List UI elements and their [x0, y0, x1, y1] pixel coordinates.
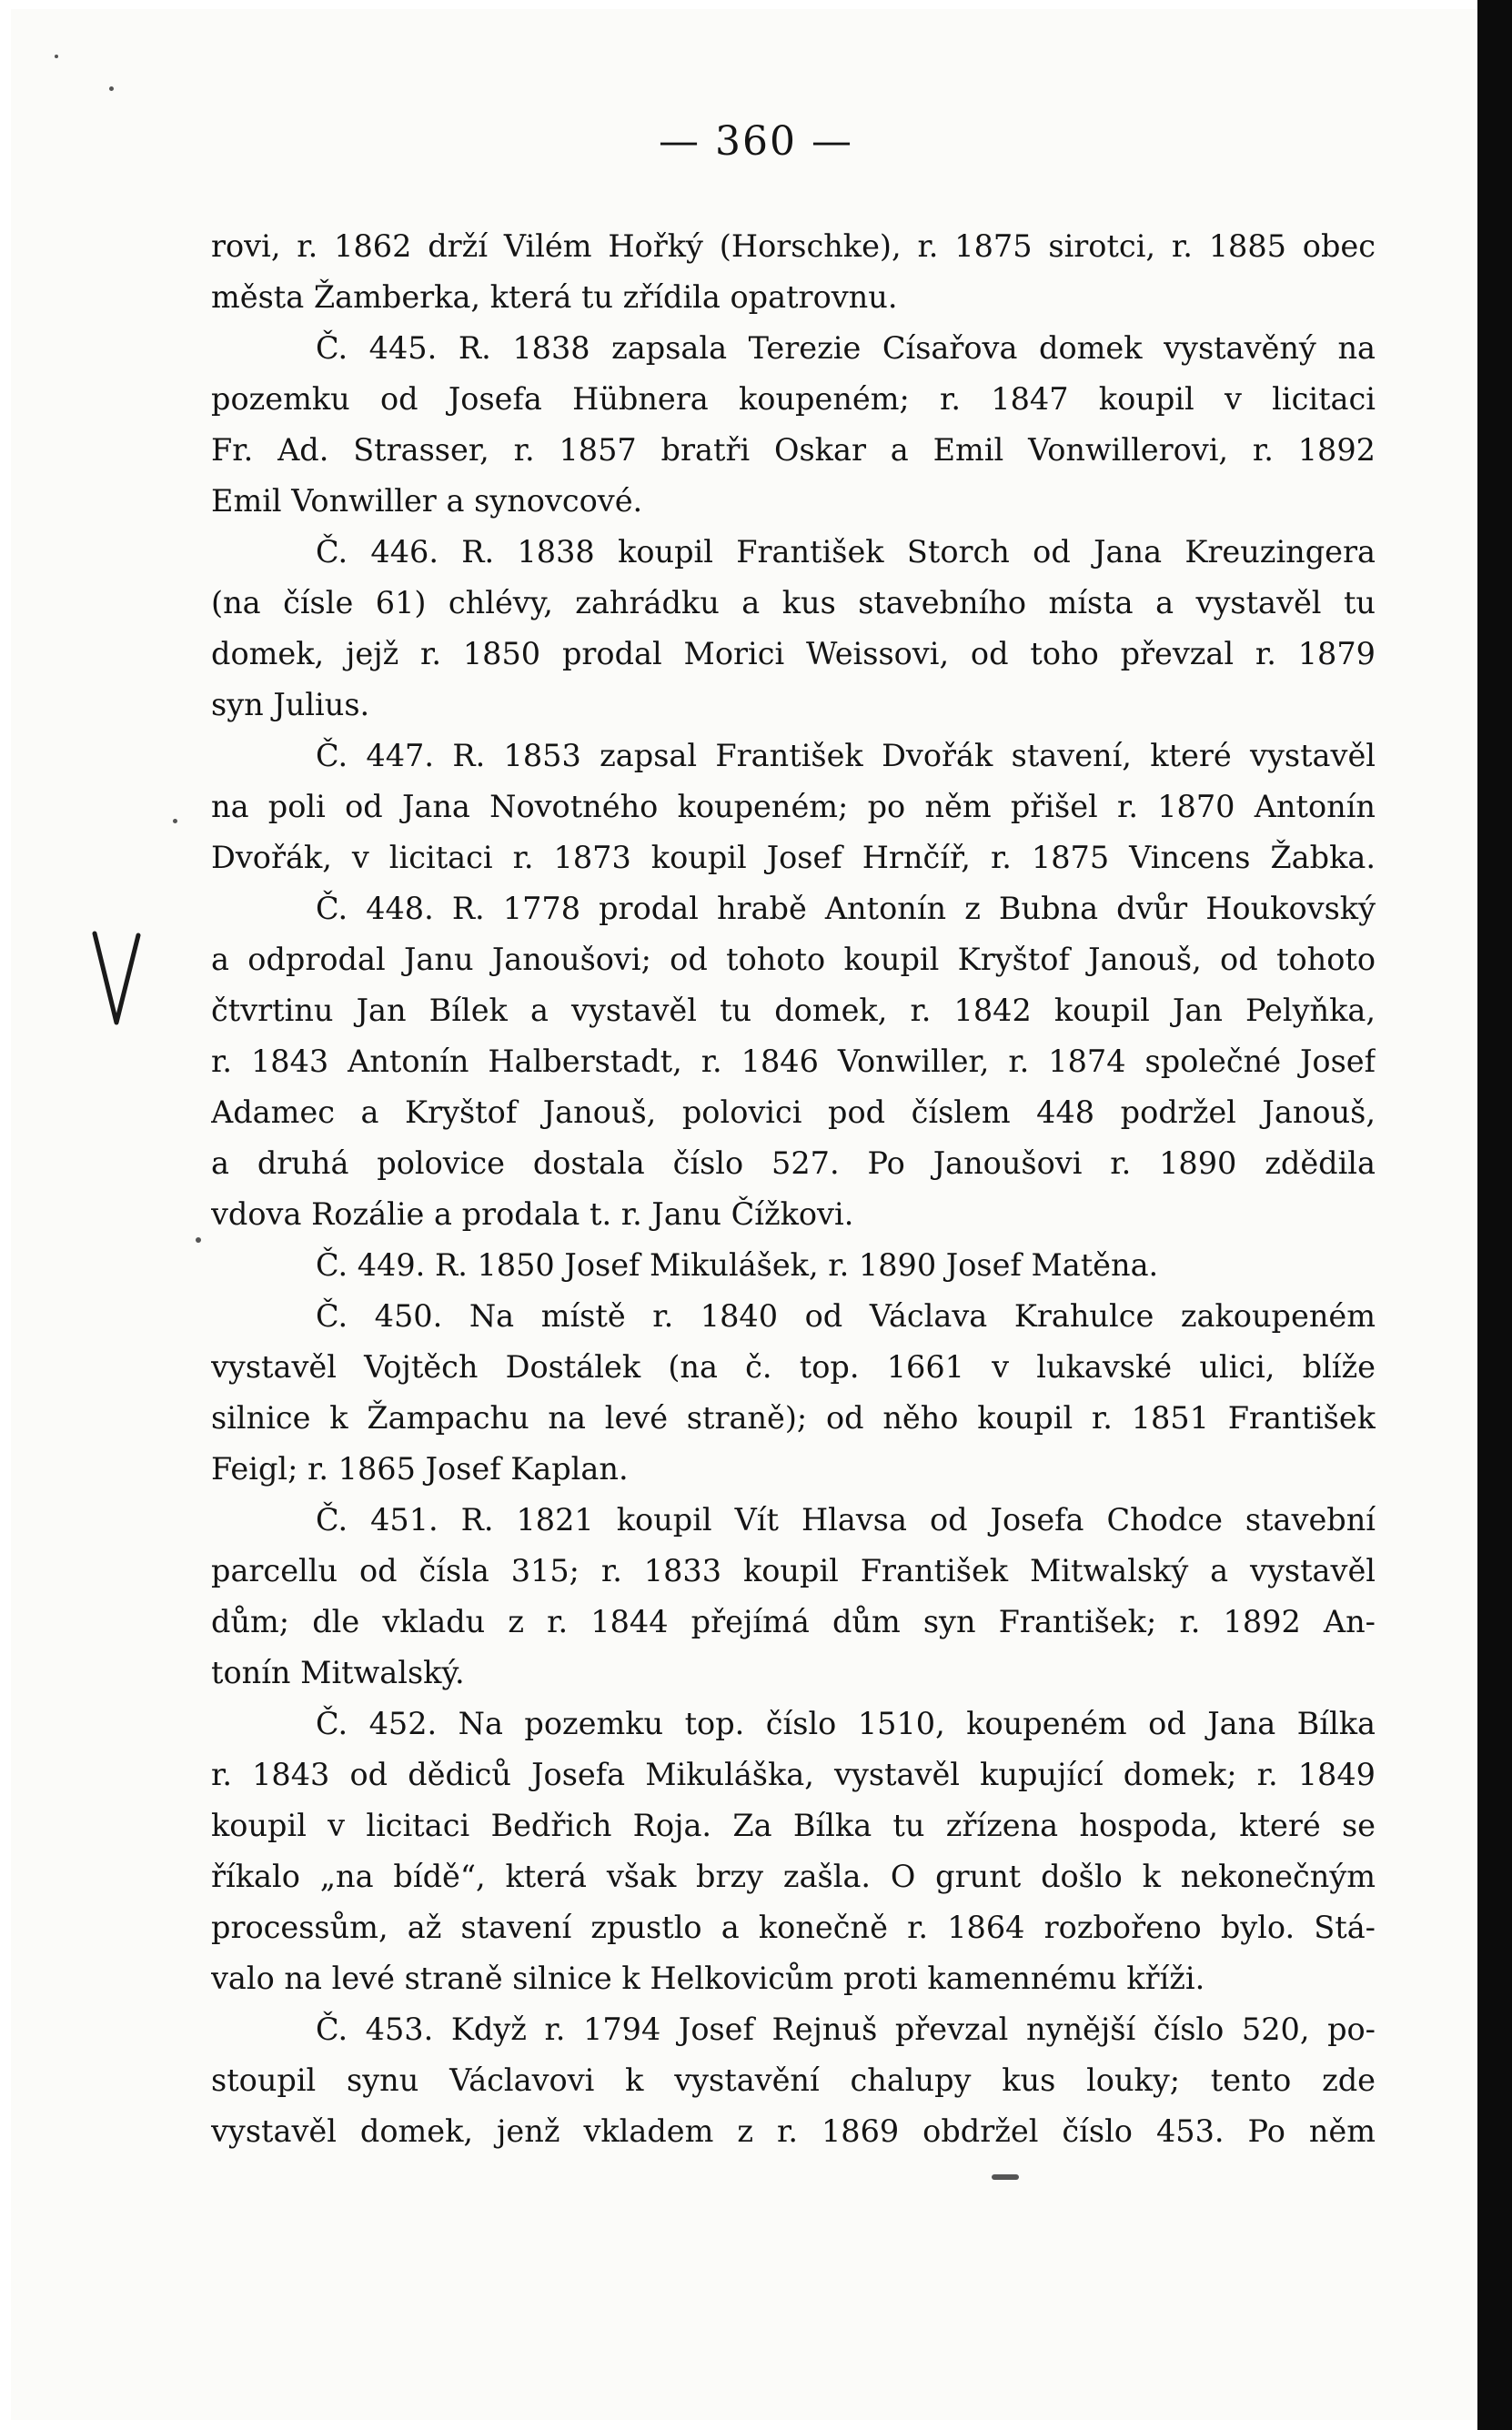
- text-line: syn Julius.: [211, 687, 370, 722]
- text-line: Č. 452. Na pozemku top. číslo 1510, koupeném od Jana Bílka: [316, 1706, 1376, 1741]
- text-line: r. 1843 Antonín Halberstadt, r. 1846 Vonwiller, r. 1874 společné Josef: [211, 1044, 1376, 1079]
- scan-speck: [196, 1237, 201, 1243]
- text-line: parcellu od čísla 315; r. 1833 koupil František Mitwalský a vystavěl: [211, 1553, 1376, 1588]
- text-line: na poli od Jana Novotného koupeném; po něm přišel r. 1870 Antonín: [211, 789, 1376, 824]
- text-line: Fr. Ad. Strasser, r. 1857 bratři Oskar a Emil Vonwillerovi, r. 1892: [211, 432, 1376, 468]
- text-line: Č. 448. R. 1778 prodal hrabě Antonín z Bubna dvůr Houkovský: [316, 891, 1376, 926]
- text-line: Emil Vonwiller a synovcové.: [211, 483, 643, 519]
- scan-speck: [992, 2174, 1019, 2180]
- body-text: [211, 221, 1376, 2157]
- text-line: Č. 451. R. 1821 koupil Vít Hlavsa od Josefa Chodce stavební: [316, 1502, 1376, 1538]
- margin-check-mark: [91, 928, 146, 1028]
- text-line: stoupil synu Václavovi k vystavění chalupy kus louky; tento zde: [211, 2062, 1376, 2098]
- text-line: domek, jejž r. 1850 prodal Morici Weissovi, od toho převzal r. 1879: [211, 636, 1376, 671]
- text-line: Č. 445. R. 1838 zapsala Terezie Císařova domek vystavěný na: [316, 330, 1376, 366]
- scan-border: [1477, 0, 1512, 2430]
- scan-speck: [173, 819, 177, 823]
- text-line: čtvrtinu Jan Bílek a vystavěl tu domek, r. 1842 koupil Jan Pelyňka,: [211, 993, 1376, 1028]
- text-line: říkalo „na bídě“, která však brzy zašla. O grunt došlo k nekonečným: [211, 1859, 1376, 1894]
- text-line: Č. 453. Když r. 1794 Josef Rejnuš převzal nynější číslo 520, po-: [316, 2012, 1376, 2047]
- text-line: (na čísle 61) chlévy, zahrádku a kus stavebního místa a vystavěl tu: [211, 585, 1376, 620]
- text-line: vystavěl domek, jenž vkladem z r. 1869 obdržel číslo 453. Po něm: [211, 2113, 1376, 2149]
- text-line: koupil v licitaci Bedřich Roja. Za Bílka tu zřízena hospoda, které se: [211, 1808, 1376, 1843]
- text-line: dům; dle vkladu z r. 1844 přejímá dům syn František; r. 1892 An-: [211, 1604, 1376, 1639]
- text-line: vdova Rozálie a prodala t. r. Janu Čížkovi.: [211, 1196, 854, 1232]
- text-line: rovi, r. 1862 drží Vilém Hořký (Horschke), r. 1875 sirotci, r. 1885 obec: [211, 228, 1376, 264]
- text-line: Adamec a Kryštof Janouš, polovici pod číslem 448 podržel Janouš,: [211, 1094, 1376, 1130]
- text-line: processům, až stavení zpustlo a konečně r. 1864 rozbořeno bylo. Stá-: [211, 1910, 1376, 1945]
- text-line: vystavěl Vojtěch Dostálek (na č. top. 1661 v lukavské ulici, blíže: [211, 1349, 1376, 1385]
- scan-speck: [109, 86, 114, 91]
- text-line: a odprodal Janu Janoušovi; od tohoto koupil Kryštof Janouš, od tohoto: [211, 942, 1376, 977]
- text-line: Č. 450. Na místě r. 1840 od Václava Krahulce zakoupeném: [316, 1298, 1376, 1334]
- text-line: r. 1843 od dědiců Josefa Mikuláška, vystavěl kupující domek; r. 1849: [211, 1757, 1376, 1792]
- text-line: tonín Mitwalský.: [211, 1655, 465, 1690]
- text-line: a druhá polovice dostala číslo 527. Po Janoušovi r. 1890 zdědila: [211, 1145, 1376, 1181]
- text-line: silnice k Žampachu na levé straně); od něho koupil r. 1851 František: [211, 1400, 1376, 1436]
- page-number: — 360 —: [659, 118, 853, 165]
- text-line: valo na levé straně silnice k Helkovicům proti kamennému kříži.: [211, 1961, 1205, 1996]
- text-line: města Žamberka, která tu zřídila opatrovnu.: [211, 279, 898, 315]
- text-line: Č. 447. R. 1853 zapsal František Dvořák stavení, které vystavěl: [316, 738, 1376, 773]
- scan-speck: [55, 55, 58, 58]
- text-line: Č. 449. R. 1850 Josef Mikulášek, r. 1890 Josef Matěna.: [316, 1247, 1159, 1283]
- text-line: pozemku od Josefa Hübnera koupeném; r. 1847 koupil v licitaci: [211, 381, 1376, 417]
- text-line: Dvořák, v licitaci r. 1873 koupil Josef Hrnčíř, r. 1875 Vincens Žabka.: [211, 840, 1376, 875]
- text-line: Č. 446. R. 1838 koupil František Storch od Jana Kreuzingera: [316, 534, 1376, 570]
- text-line: Feigl; r. 1865 Josef Kaplan.: [211, 1451, 629, 1487]
